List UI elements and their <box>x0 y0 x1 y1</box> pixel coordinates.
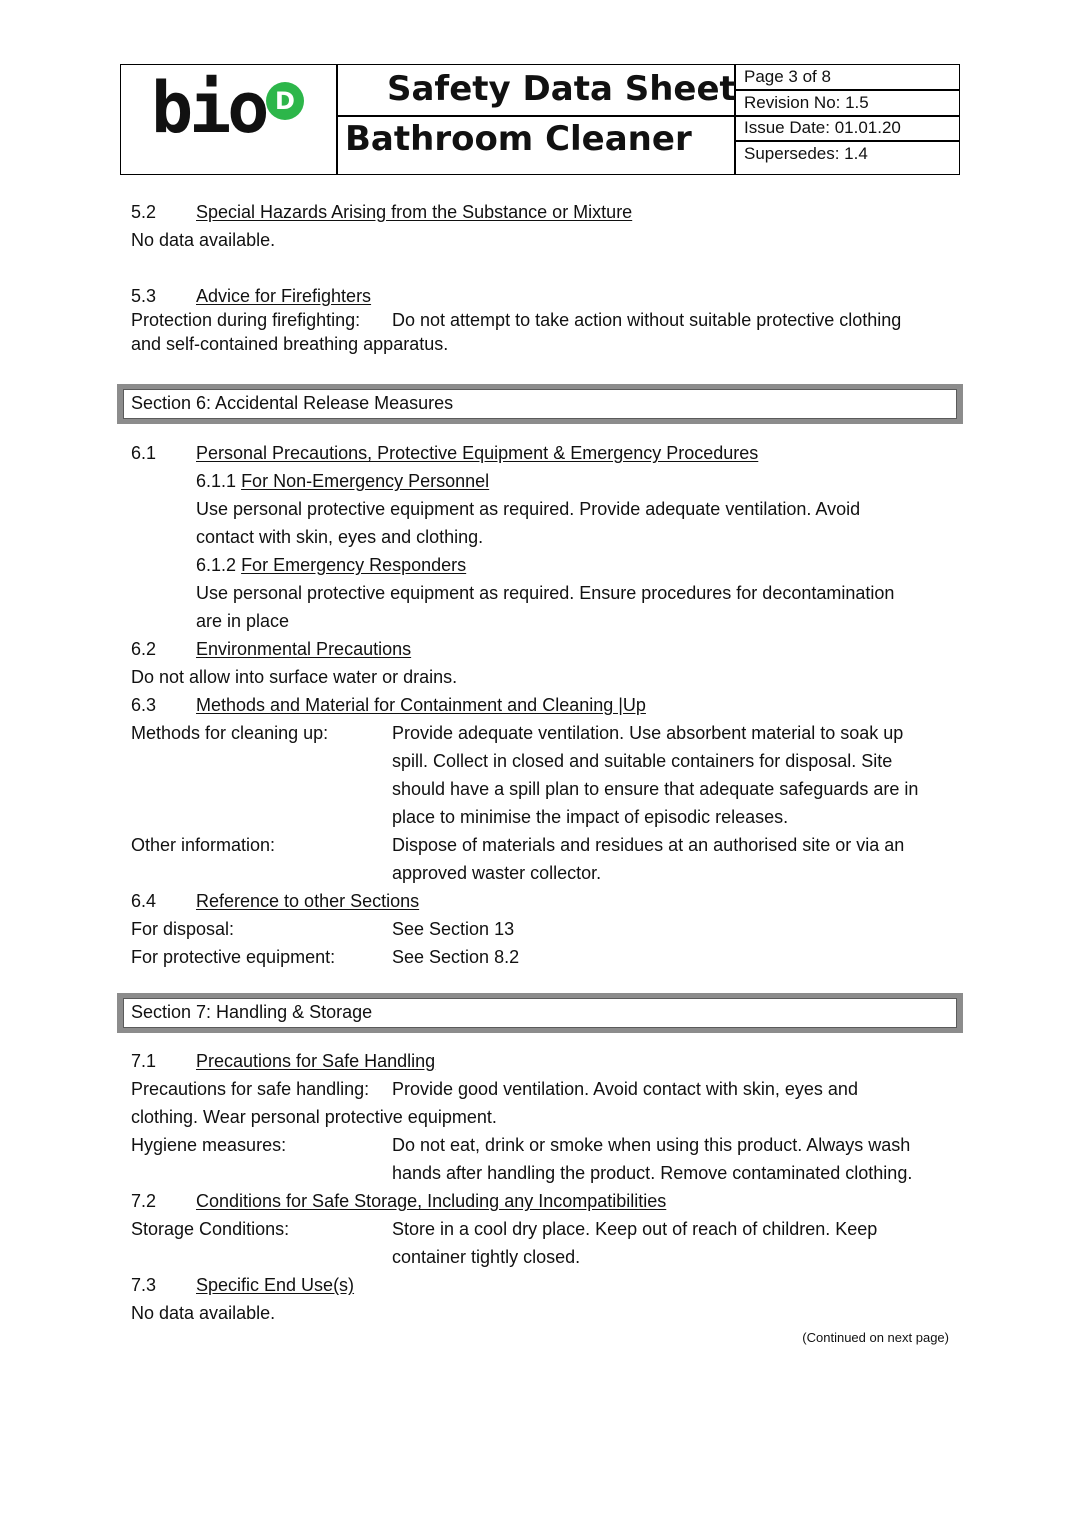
field-label: Precautions for safe handling: <box>131 1079 370 1099</box>
product-name: Bathroom Cleaner <box>345 119 692 159</box>
sub-subsection-heading <box>196 470 489 492</box>
subsection-number: 5.3 <box>131 286 157 306</box>
supersedes: Supersedes: 1.4 <box>744 144 868 163</box>
body-text: contact with skin, eyes and clothing. <box>196 527 484 547</box>
subsection-title: Environmental Precautions <box>196 639 412 659</box>
revision-number: Revision No: 1.5 <box>744 93 869 112</box>
subsection-number: 7.3 <box>131 1275 157 1295</box>
field-label: For protective equipment: <box>131 947 336 967</box>
header-divider <box>336 115 734 117</box>
sub-subsection-number: 6.1.1 <box>196 471 237 491</box>
body-text: should have a spill plan to ensure that adequate safeguards are in <box>392 779 919 799</box>
document-title: Safety Data Sheet <box>387 69 736 109</box>
subsection-title: Precautions for Safe Handling <box>196 1051 436 1071</box>
body-text: hands after handling the product. Remove contaminated clothing. <box>392 1163 913 1183</box>
subsection-title: Personal Precautions, Protective Equipment & Emergency Procedures <box>196 443 759 463</box>
issue-date: Issue Date: 01.01.20 <box>744 118 901 137</box>
body-text: Provide adequate ventilation. Use absorbent material to soak up <box>392 723 904 743</box>
document-header <box>120 64 960 175</box>
body-text: are in place <box>196 611 290 631</box>
field-label: Methods for cleaning up: <box>131 723 329 743</box>
body-text: No data available. <box>131 1303 276 1323</box>
subsection-title: Methods and Material for Containment and Cleaning |Up <box>196 695 646 715</box>
body-text: approved waster collector. <box>392 863 602 883</box>
field-value: See Section 13 <box>392 919 515 939</box>
sub-subsection-number: 6.1.2 <box>196 555 237 575</box>
body-text: Use personal protective equipment as required. Provide adequate ventilation. Avoid <box>196 499 861 519</box>
field-label: Protection during firefighting: <box>131 310 361 330</box>
section-title: Section 6: Accidental Release Measures <box>131 393 454 413</box>
section-header-bar <box>117 993 963 1033</box>
logo-text: bio <box>151 67 266 149</box>
body-text: container tightly closed. <box>392 1247 581 1267</box>
subsection-title: Advice for Firefighters <box>196 286 372 306</box>
subsection-title: Conditions for Safe Storage, Including any Incompatibilities <box>196 1191 667 1211</box>
header-divider <box>734 115 959 117</box>
body-text: place to minimise the impact of episodic releases. <box>392 807 789 827</box>
continued-note: (Continued on next page) <box>802 1330 949 1345</box>
section-header-bar <box>117 384 963 424</box>
field-label: Other information: <box>131 835 276 855</box>
subsection-title: Reference to other Sections <box>196 891 420 911</box>
subsection-number: 7.2 <box>131 1191 157 1211</box>
header-divider <box>734 89 959 91</box>
body-text: Dispose of materials and residues at an authorised site or via an <box>392 835 905 855</box>
section-header-inner <box>123 998 957 1028</box>
subsection-title: Special Hazards Arising from the Substance or Mixture <box>196 202 633 222</box>
body-text: Do not eat, drink or smoke when using this product. Always wash <box>392 1135 911 1155</box>
body-text: and self-contained breathing apparatus. <box>131 334 449 354</box>
body-text: Provide good ventilation. Avoid contact with skin, eyes and <box>392 1079 858 1099</box>
subsection-number: 5.2 <box>131 202 157 222</box>
field-label: For disposal: <box>131 919 235 939</box>
field-label: Hygiene measures: <box>131 1135 287 1155</box>
bio-d-logo <box>151 67 265 149</box>
body-text: Do not allow into surface water or drains. <box>131 667 458 687</box>
section-header-inner <box>123 389 957 419</box>
sub-subsection-title: For Emergency Responders <box>241 555 467 575</box>
subsection-number: 6.4 <box>131 891 157 911</box>
sub-subsection-title: For Non-Emergency Personnel <box>241 471 490 491</box>
subsection-number: 6.2 <box>131 639 157 659</box>
logo-badge: D <box>266 82 304 120</box>
page-number: Page 3 of 8 <box>744 67 831 86</box>
subsection-title: Specific End Use(s) <box>196 1275 355 1295</box>
subsection-number: 6.1 <box>131 443 157 463</box>
header-divider <box>336 65 338 174</box>
header-divider <box>734 140 959 142</box>
body-text: Store in a cool dry place. Keep out of reach of children. Keep <box>392 1219 878 1239</box>
sub-subsection-heading <box>196 554 466 576</box>
field-label: Storage Conditions: <box>131 1219 290 1239</box>
body-text: spill. Collect in closed and suitable containers for disposal. Site <box>392 751 893 771</box>
subsection-number: 7.1 <box>131 1051 157 1071</box>
field-value: See Section 8.2 <box>392 947 520 967</box>
body-text: clothing. Wear personal protective equipment. <box>131 1107 497 1127</box>
body-text: Use personal protective equipment as required. Ensure procedures for decontamination <box>196 583 895 603</box>
subsection-number: 6.3 <box>131 695 157 715</box>
body-text: Do not attempt to take action without suitable protective clothing <box>392 310 902 330</box>
body-text: No data available. <box>131 230 276 250</box>
section-title: Section 7: Handling & Storage <box>131 1002 373 1022</box>
